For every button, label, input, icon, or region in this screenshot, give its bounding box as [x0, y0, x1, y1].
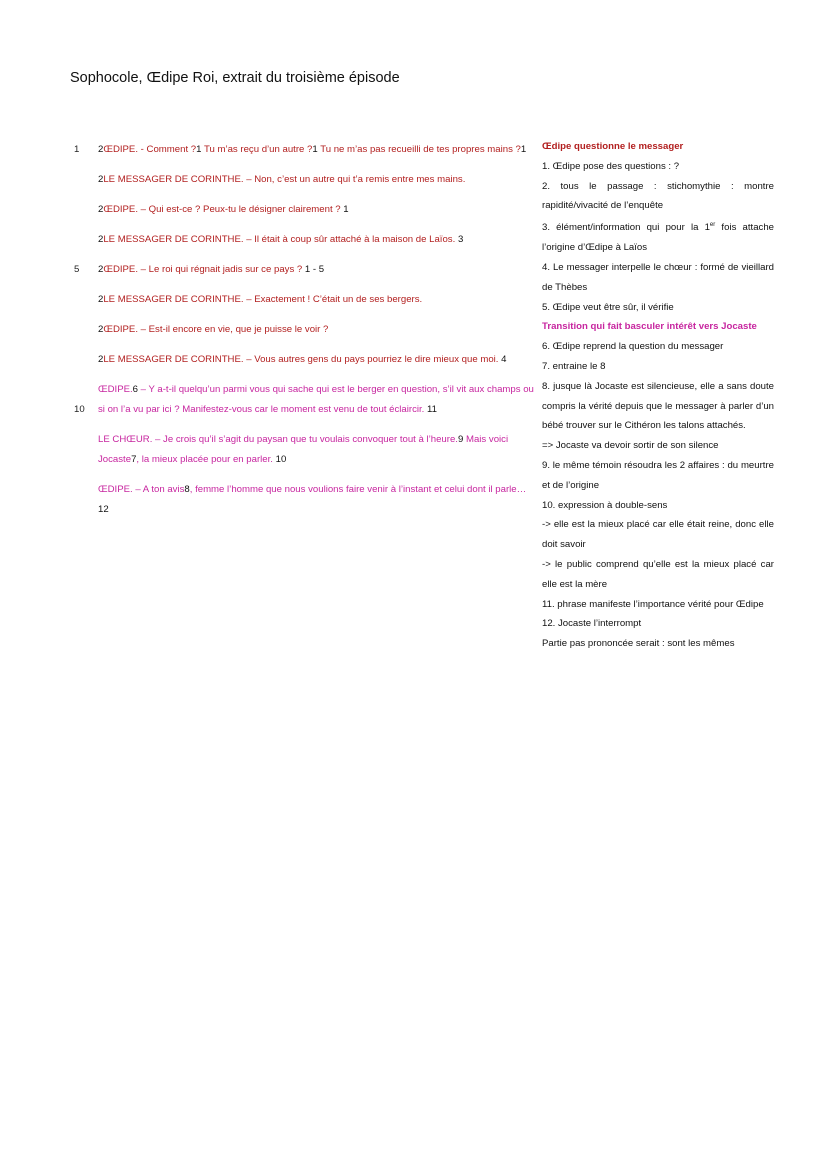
dialogue-text: ŒDIPE. – A ton avis — [98, 484, 185, 495]
annotation-ref: 10 — [272, 454, 287, 465]
dialogue-text: ŒDIPE. – Est-il encore en vie, que je puisse le voir ? — [103, 324, 329, 335]
annotation-ref: 8 — [184, 484, 190, 495]
annotation-ref: 1 — [340, 204, 349, 215]
dialogue-text: Tu m’as reçu d’un autre ? — [201, 144, 313, 155]
dialogue-text: LE CHŒUR. – Je crois qu’il s’agit du paysan que tu voulais convoquer tout à l’heure. — [98, 434, 458, 445]
note-item: -> elle est la mieux placé car elle était reine, donc elle doit savoir — [542, 519, 774, 551]
annotation-ref: 3 — [455, 234, 464, 245]
dialogue-text: LE MESSAGER DE CORINTHE. – Il était à coup sûr attaché à la maison de Laïos. — [103, 234, 456, 245]
dialogue-text: LE MESSAGER DE CORINTHE. – Non, c’est un autre qui t’a remis entre mes mains. — [103, 174, 466, 185]
annotation-ref: 1 - 5 — [302, 264, 325, 275]
note-item: 1. Œdipe pose des questions : ? — [542, 160, 680, 172]
note-item: 2. tous le passage : stichomythie : montre rapidité/vivacité de l’enquête — [542, 180, 774, 212]
annotation-ref: 12 — [98, 504, 109, 515]
dialogue-line — [74, 380, 534, 420]
dialogue-line — [74, 230, 534, 250]
annotation-ref: 2 — [98, 354, 104, 365]
note-item: Partie pas prononcée serait : sont les mêmes — [542, 638, 735, 650]
dialogue-line — [74, 260, 534, 280]
note-item: 3. élément/information qui pour la 1er fois attache l’origine d’Œdipe à Laïos — [542, 222, 775, 254]
annotation-ref: 1 — [196, 144, 202, 155]
note-item: 11. phrase manifeste l’importance vérité pour Œdipe — [542, 598, 764, 610]
annotation-ref: 7 — [131, 454, 137, 465]
line-number: 1 — [74, 144, 80, 155]
note-item: 5. Œdipe veut être sûr, il vérifie — [542, 301, 674, 313]
dialogue-line — [74, 320, 534, 340]
note-item: 12. Jocaste l’interrompt — [542, 618, 642, 630]
dialogue-text: Tu ne m’as pas recueilli de tes propres mains ? — [317, 144, 521, 155]
dialogue-text: ŒDIPE. - Comment ? — [103, 144, 197, 155]
annotation-ref: 1 — [312, 144, 318, 155]
note-item: 6. Œdipe reprend la question du messager — [542, 341, 724, 353]
dialogue-text: – Y a-t-il quelqu’un parmi vous qui sache qui est le berger en question, s’il vit aux champs ou si on l’a vu par ici ? Manifestez-vous car le moment est venu de tout éclaircir. — [98, 384, 534, 415]
annotation-ref: 1 — [520, 144, 527, 155]
annotation-ref: 9 — [457, 434, 464, 445]
dialogue-line — [74, 170, 534, 190]
dialogue-line — [74, 140, 534, 160]
annotation-ref: 2 — [98, 174, 104, 185]
line-number: 5 — [74, 264, 80, 275]
note-item: 10. expression à double-sens — [542, 499, 668, 511]
note-item: 7. entraine le 8 — [542, 360, 606, 372]
annotation-ref: 11 — [424, 404, 437, 415]
note-item: 4. Le messager interpelle le chœur : formé de vieillard de Thèbes — [542, 261, 774, 293]
note-item: -> le public comprend qu’elle est la mieux placé car elle est la mère — [542, 558, 774, 590]
line-number: 10 — [74, 404, 85, 415]
annotation-ref: 2 — [98, 234, 104, 245]
note-heading: Transition qui fait basculer intérêt vers Jocaste — [542, 321, 757, 333]
annotation-ref: 6 — [132, 384, 138, 395]
dialogue-text: LE MESSAGER DE CORINTHE. – Vous autres gens du pays pourriez le dire mieux que moi. — [103, 354, 499, 365]
play-excerpt — [74, 140, 534, 520]
note-item: 8. jusque là Jocaste est silencieuse, elle a sans doute compris la vérité depuis que le messager à parler d’un bébé trouver sur le Cithéron les talons attachés. — [542, 380, 774, 432]
annotation-ref: 2 — [98, 324, 104, 335]
dialogue-text: Mais voici Jocaste — [98, 434, 509, 465]
dialogue-line — [74, 200, 534, 220]
annotation-ref: 2 — [98, 264, 104, 275]
dialogue-text: ŒDIPE. – Qui est-ce ? Peux-tu le désigner clairement ? — [103, 204, 341, 215]
annotation-ref: 4 — [498, 354, 507, 365]
dialogue-text: , la mieux placée pour en parler. — [136, 454, 273, 465]
dialogue-line — [74, 350, 534, 370]
dialogue-text: ŒDIPE. — [98, 384, 133, 395]
dialogue-text: ŒDIPE. – Le roi qui régnait jadis sur ce pays ? — [103, 264, 303, 275]
document-title: Sophocole, Œdipe Roi, extrait du troisième épisode — [70, 70, 400, 86]
annotation-ref: 2 — [98, 144, 104, 155]
annotations-column — [542, 137, 774, 654]
dialogue-text: LE MESSAGER DE CORINTHE. – Exactement ! C’était un de ses bergers. — [103, 294, 423, 305]
annotation-ref: 2 — [98, 204, 104, 215]
note-item: 9. le même témoin résoudra les 2 affaires : du meurtre et de l’origine — [542, 459, 774, 491]
annotation-ref: 2 — [98, 294, 104, 305]
note-item: => Jocaste va devoir sortir de son silence — [542, 440, 719, 452]
dialogue-line — [74, 480, 534, 520]
dialogue-line — [74, 290, 534, 310]
dialogue-line — [74, 430, 534, 470]
dialogue-text: , femme l’homme que nous voulions faire venir à l’instant et celui dont il parle… — [189, 484, 527, 495]
note-heading: Œdipe questionne le messager — [542, 141, 684, 152]
